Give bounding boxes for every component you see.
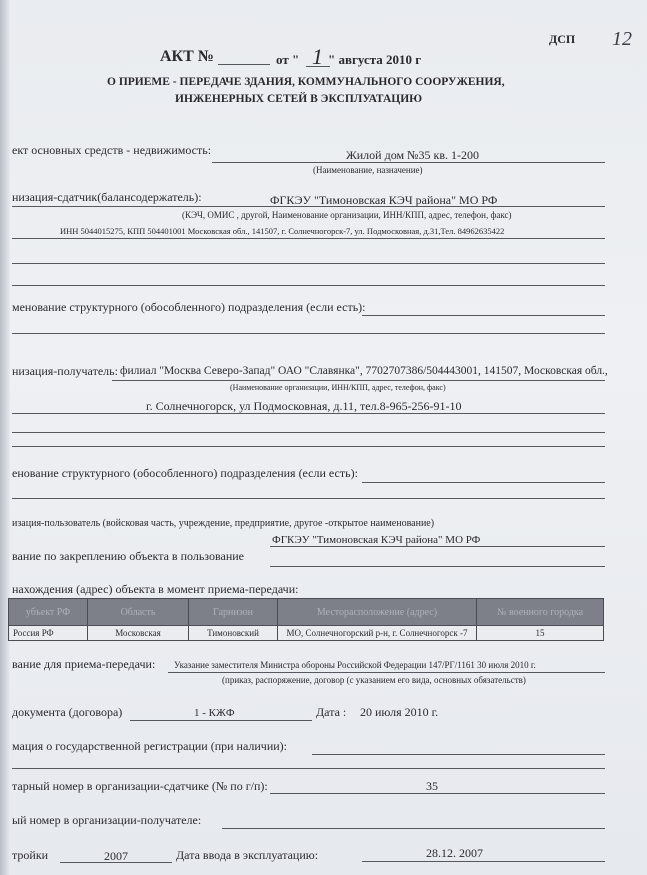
object-hint: (Наименование, назначение) xyxy=(313,165,423,175)
basis-line xyxy=(168,672,605,673)
user-value: ФГКЭУ "Тимоновская КЭЧ района" МО РФ xyxy=(272,534,481,546)
location-label: нахождения (адрес) объекта в момент приема-передачи: xyxy=(12,582,299,596)
col-town-number: № военного городка xyxy=(477,599,604,626)
sender-subdivision-line-2 xyxy=(12,333,605,334)
act-number-line xyxy=(218,64,270,65)
inventory-line xyxy=(270,793,605,794)
sender-extra-line-2 xyxy=(12,285,605,286)
object-value: Жилой дом №35 кв. 1-200 xyxy=(346,148,479,162)
sender-subdivision-line xyxy=(362,315,605,316)
location-table xyxy=(8,598,604,641)
receiver-label: низация-получатель: xyxy=(12,364,118,378)
col-region: Область xyxy=(88,599,189,626)
receiver-subdivision-line-2 xyxy=(12,498,605,499)
basis-use-line xyxy=(270,566,605,567)
commission-line xyxy=(362,861,605,862)
date-label: Дата : xyxy=(316,705,347,719)
sender-extra-line-1 xyxy=(12,263,605,264)
cell-subject: Россия РФ xyxy=(9,626,88,641)
receiver-inventory-label: ый номер в организации-получателе: xyxy=(12,813,202,827)
corner-handwritten-number: 12 xyxy=(612,28,632,50)
user-label: изация-пользователь (войсковая часть, учреждение, предприятие, другое -открытое наименование) xyxy=(12,518,435,529)
cell-town-number: 15 xyxy=(477,626,604,641)
basis-value: Указание заместителя Министра обороны Российской Федерации 147/РГ/1161 30 июля 2010 г. xyxy=(174,660,536,670)
doc-line xyxy=(130,720,312,721)
receiver-line-4 xyxy=(12,446,605,447)
registration-line-2 xyxy=(12,768,605,769)
col-garrison: Гарнизон xyxy=(189,599,278,626)
inventory-label: тарный номер в организации-сдатчике (№ по г/п): xyxy=(12,779,268,793)
object-line xyxy=(212,162,605,163)
built-value: 2007 xyxy=(104,849,128,863)
sender-details: ИНН 5044015275, КПП 504401001 Московская обл., 141507, г. Солнечногорск-7, ул. Подмосковная, д.31,Тел. 84962635422 xyxy=(60,226,505,236)
receiver-line-3 xyxy=(12,432,605,433)
table-row xyxy=(9,626,604,641)
sender-hint: (КЭЧ, ОМИС , другой, Наименование организации, ИНН/КПП, адрес, телефон, факс) xyxy=(182,210,512,220)
receiver-hint: (Наименование организации, ИНН/КПП, адрес, телефон, факс) xyxy=(230,383,446,392)
basis-use-label: вание по закреплению объекта в пользование xyxy=(12,549,244,563)
sender-value: ФГКЭУ "Тимоновская КЭЧ района" МО РФ xyxy=(270,193,498,207)
location-table-header xyxy=(9,599,604,626)
doc-label: документа (договора) xyxy=(12,705,123,719)
receiver-line-2 xyxy=(12,413,605,414)
sender-subdivision-label: менование структурного (обособленного) подразделения (если есть): xyxy=(12,300,366,314)
commission-label: Дата ввода в эксплуатацию: xyxy=(176,848,319,862)
act-date-from-label: от " xyxy=(276,52,300,67)
col-subject: убъект РФ xyxy=(9,599,88,626)
act-day-handwritten: 1 xyxy=(312,44,323,69)
date-value: 20 июля 2010 г. xyxy=(360,705,439,719)
act-month-year: " августа 2010 г xyxy=(328,52,422,67)
receiver-inventory-line xyxy=(222,828,605,829)
cell-address: МО, Солнечногорский р-н, г. Солнечногорск -7 xyxy=(278,626,477,641)
receiver-line xyxy=(112,380,605,381)
built-label: тройки xyxy=(12,848,49,862)
act-day-line xyxy=(306,66,330,67)
inventory-value: 35 xyxy=(426,779,438,793)
built-line xyxy=(60,862,172,863)
act-number-label: АКТ № xyxy=(160,48,214,65)
act-title-line2: ИНЖЕНЕРНЫХ СЕТЕЙ В ЭКСПЛУАТАЦИЮ xyxy=(175,93,423,105)
commission-value: 28.12. 2007 xyxy=(426,846,483,860)
cell-garrison: Тимоновский xyxy=(189,626,278,641)
user-line xyxy=(270,546,605,547)
receiver-value-2: г. Солнечногорск, ул Подмосковная, д.11, тел.8-965-256-91-10 xyxy=(146,399,462,413)
act-title-line1: О ПРИЕМЕ - ПЕРЕДАЧЕ ЗДАНИЯ, КОММУНАЛЬНОГО СООРУЖЕНИЯ, xyxy=(107,76,505,88)
page-edge-shadow xyxy=(0,0,10,875)
receiver-value: филиал "Москва Северо-Запад" ОАО "Славянка", 7702707386/504443001, 141507, Московская обл., xyxy=(120,365,608,377)
object-label: ект основных средств - недвижимость: xyxy=(12,143,212,157)
registration-label: мация о государственной регистрации (при наличии): xyxy=(12,739,288,753)
receiver-subdivision-line xyxy=(362,482,605,483)
receiver-subdivision-label: енование структурного (обособленного) подразделения (если есть): xyxy=(12,466,358,480)
col-address: Месторасположение (адрес) xyxy=(278,599,477,626)
registration-line xyxy=(312,754,605,755)
sender-line xyxy=(12,206,605,207)
sender-details-line xyxy=(12,238,605,239)
cell-region: Московская xyxy=(88,626,189,641)
doc-value: 1 - КЖФ xyxy=(194,707,235,719)
dsp-mark: ДСП xyxy=(549,32,576,46)
basis-label: вание для приема-передачи: xyxy=(12,657,156,671)
sender-label: низация-сдатчик(балансодержатель): xyxy=(12,190,202,204)
basis-hint: (приказ, распоряжение, договор (с указанием его вида, основных обязательств) xyxy=(222,675,526,685)
